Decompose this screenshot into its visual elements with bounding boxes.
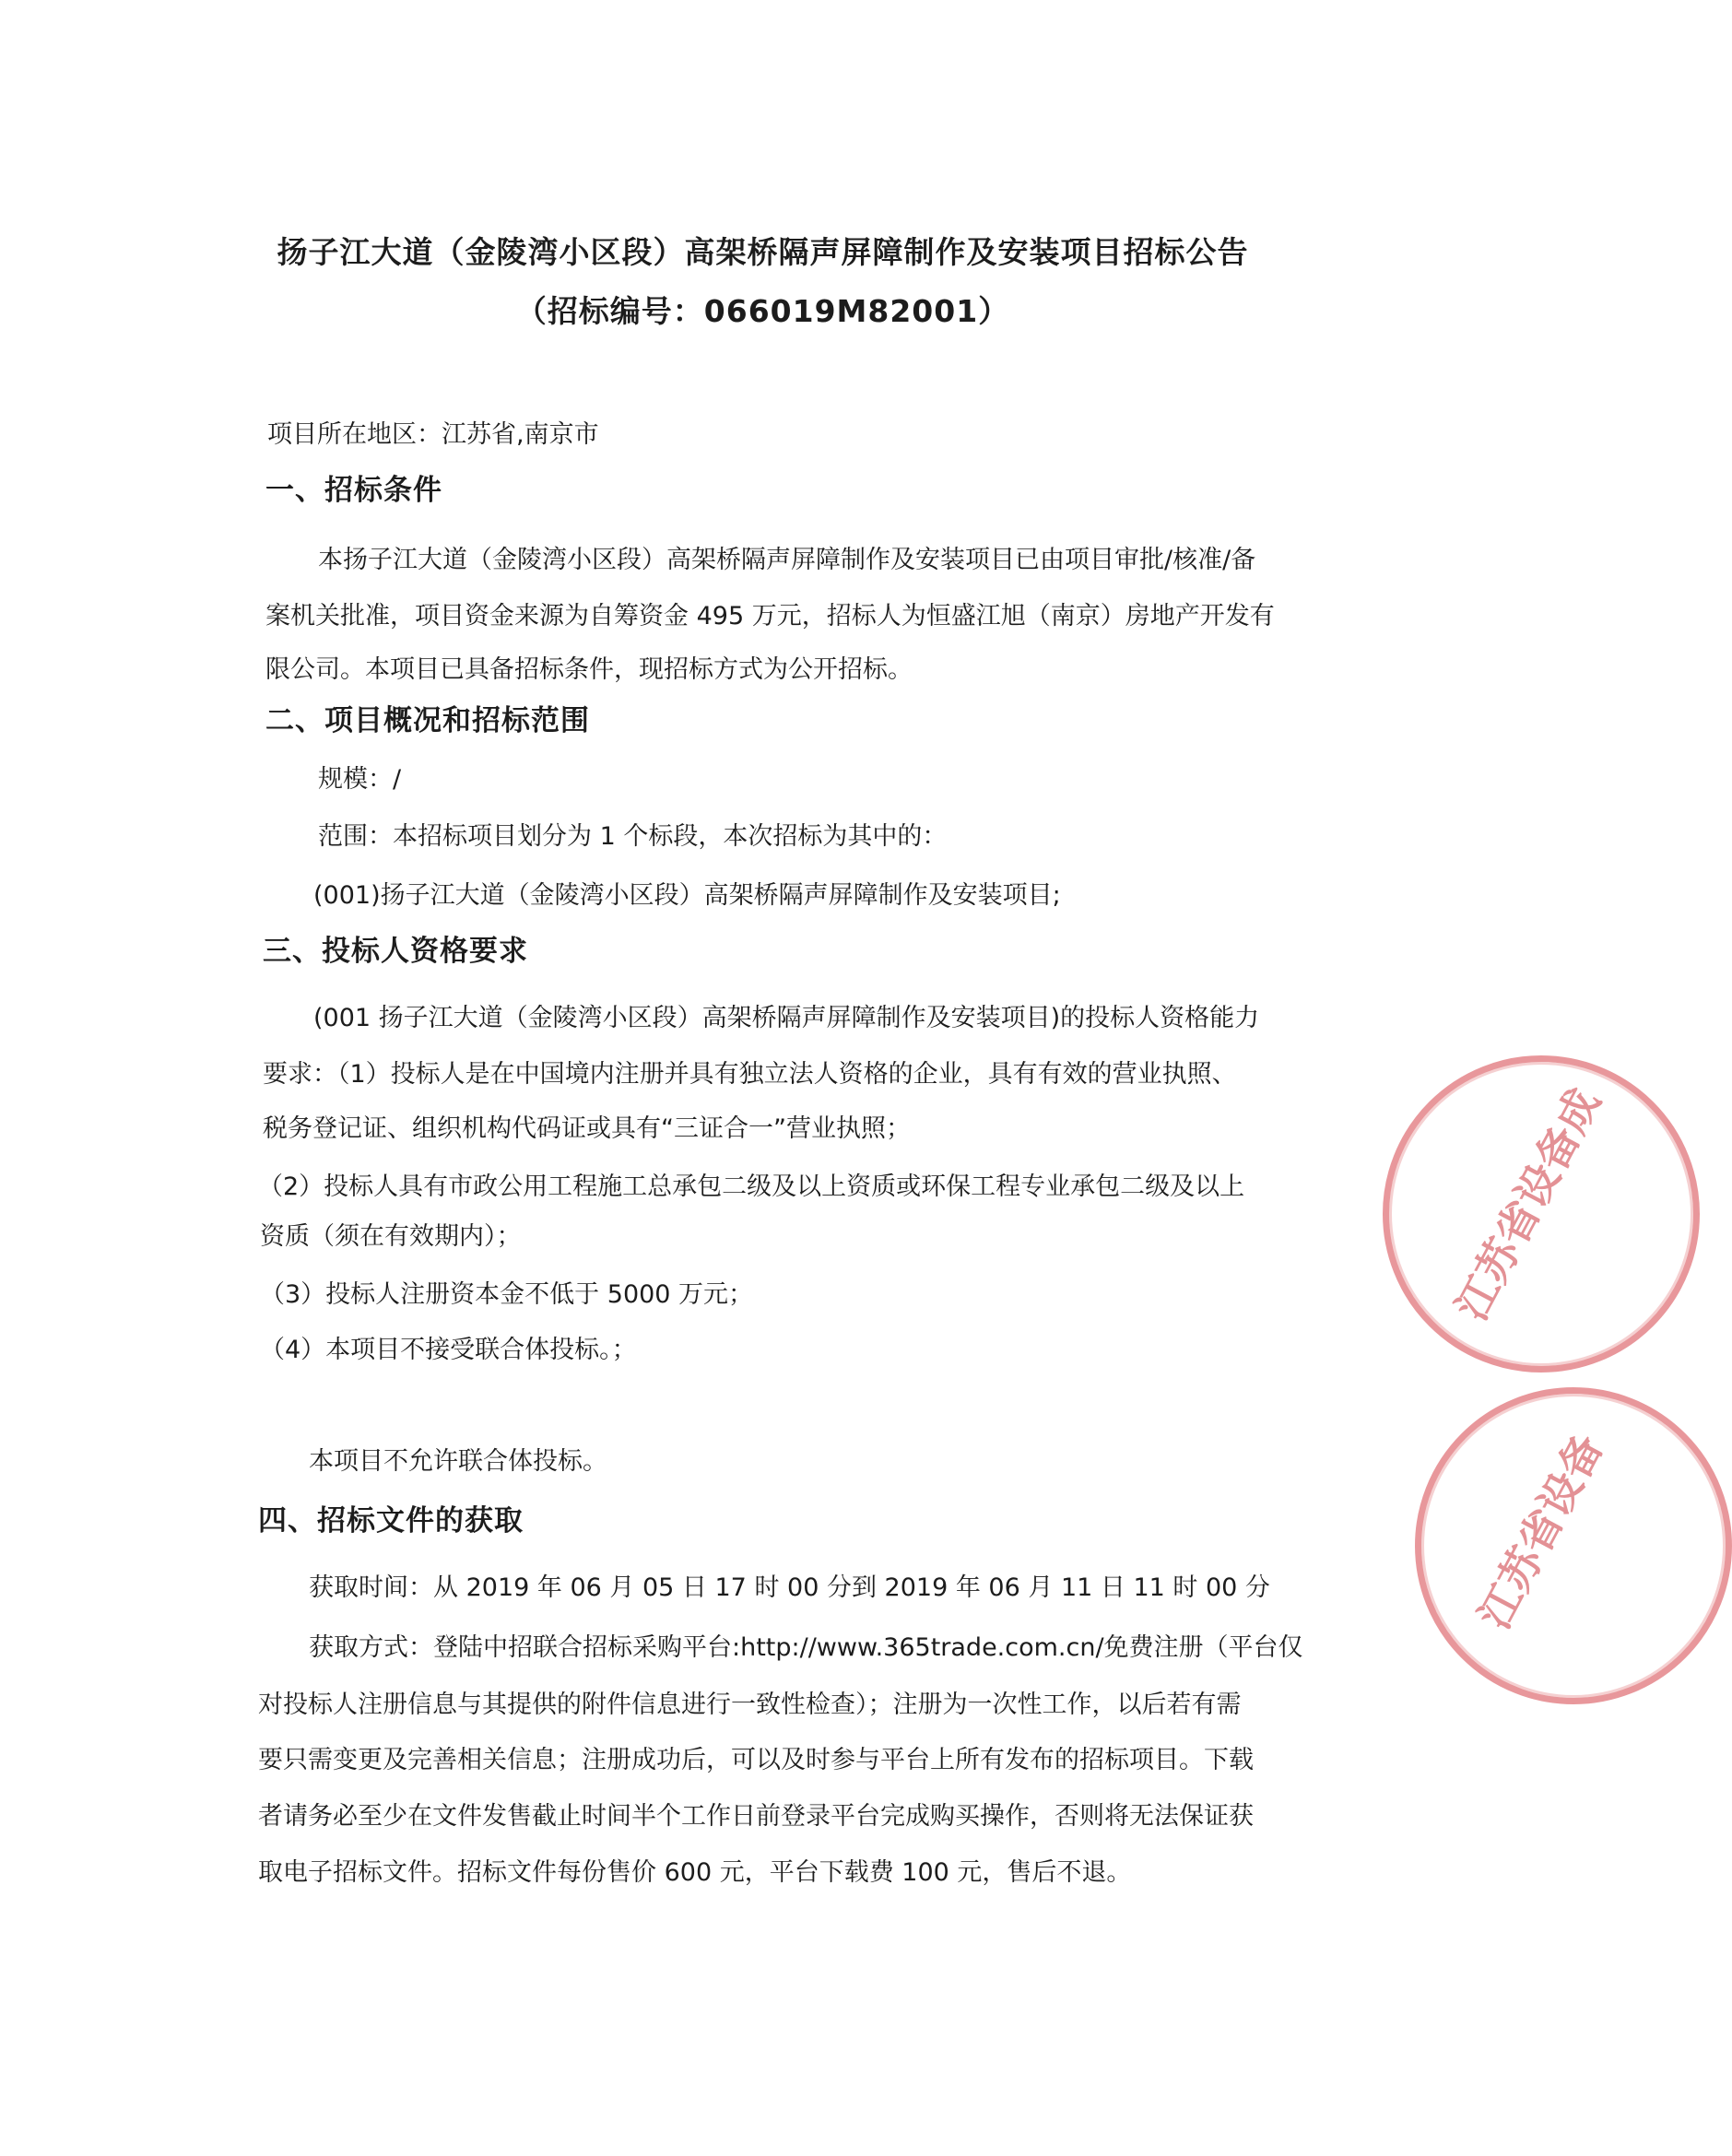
tender-number: （招标编号：066019M82001） xyxy=(515,293,1010,329)
section-3-line: 要求：（1）投标人是在中国境内注册并具有独立法人资格的企业，具有有效的营业执照、 xyxy=(263,1060,1237,1089)
document-title: 扬子江大道（金陵湾小区段）高架桥隔声屏障制作及安装项目招标公告 xyxy=(277,234,1249,270)
section-1-line: 案机关批准，项目资金来源为自筹资金 495 万元，招标人为恒盛江旭（南京）房地产开发有 xyxy=(265,602,1275,630)
section-heading-2: 二、项目概况和招标范围 xyxy=(265,704,590,737)
project-region: 项目所在地区：江苏省,南京市 xyxy=(267,420,599,449)
section-4-line: 者请务必至少在文件发售截止时间半个工作日前登录平台完成购买操作，否则将无法保证获 xyxy=(258,1802,1254,1831)
section-3-line: 税务登记证、组织机构代码证或具有“三证合一”营业执照； xyxy=(263,1114,911,1143)
section-1-line: 限公司。本项目已具备招标条件，现招标方式为公开招标。 xyxy=(265,655,913,684)
section-3-line: （2）投标人具有市政公用工程施工总承包二级及以上资质或环保工程专业承包二级及以上 xyxy=(258,1172,1245,1201)
section-3-line: (001 扬子江大道（金陵湾小区段）高架桥隔声屏障制作及安装项目)的投标人资格能力 xyxy=(313,1004,1260,1032)
section-3-line: （4）本项目不接受联合体投标。； xyxy=(260,1336,637,1364)
official-seal-stamp xyxy=(1415,1387,1732,1704)
section-3-line: （3）投标人注册资本金不低于 5000 万元； xyxy=(260,1280,754,1309)
section-4-line: 要只需变更及完善相关信息；注册成功后，可以及时参与平台上所有发布的招标项目。下载 xyxy=(258,1746,1254,1774)
section-3-line: 本项目不允许联合体投标。 xyxy=(309,1447,607,1476)
section-1-line: 本扬子江大道（金陵湾小区段）高架桥隔声屏障制作及安装项目已由项目审批/核准/备 xyxy=(318,546,1256,574)
section-heading-1: 一、招标条件 xyxy=(265,474,442,507)
seal-text: 江苏省设备 xyxy=(1468,1426,1613,1637)
section-2-line: (001)扬子江大道（金陵湾小区段）高架桥隔声屏障制作及安装项目; xyxy=(313,881,1061,910)
seal-text: 江苏省设备成 xyxy=(1446,1079,1610,1328)
section-4-line: 对投标人注册信息与其提供的附件信息进行一致性检查）；注册为一次性工作，以后若有需 xyxy=(258,1691,1242,1719)
section-2-line: 范围：本招标项目划分为 1 个标段，本次招标为其中的： xyxy=(318,822,948,851)
section-3-line: 资质（须在有效期内）； xyxy=(260,1222,522,1251)
section-4-line: 取电子招标文件。招标文件每份售价 600 元，平台下载费 100 元，售后不退。 xyxy=(258,1858,1132,1887)
section-4-line: 获取时间：从 2019 年 06 月 05 日 17 时 00 分到 2019 年 06 月 11 日 11 时 00 分 xyxy=(309,1573,1270,1602)
official-seal-stamp xyxy=(1383,1055,1700,1373)
section-heading-4: 四、招标文件的获取 xyxy=(258,1504,524,1537)
section-4-line: 获取方式：登陆中招联合招标采购平台:http://www.365trade.com.cn/免费注册（平台仅 xyxy=(309,1633,1303,1662)
section-2-line: 规模：/ xyxy=(318,765,402,794)
section-heading-3: 三、投标人资格要求 xyxy=(263,935,528,968)
